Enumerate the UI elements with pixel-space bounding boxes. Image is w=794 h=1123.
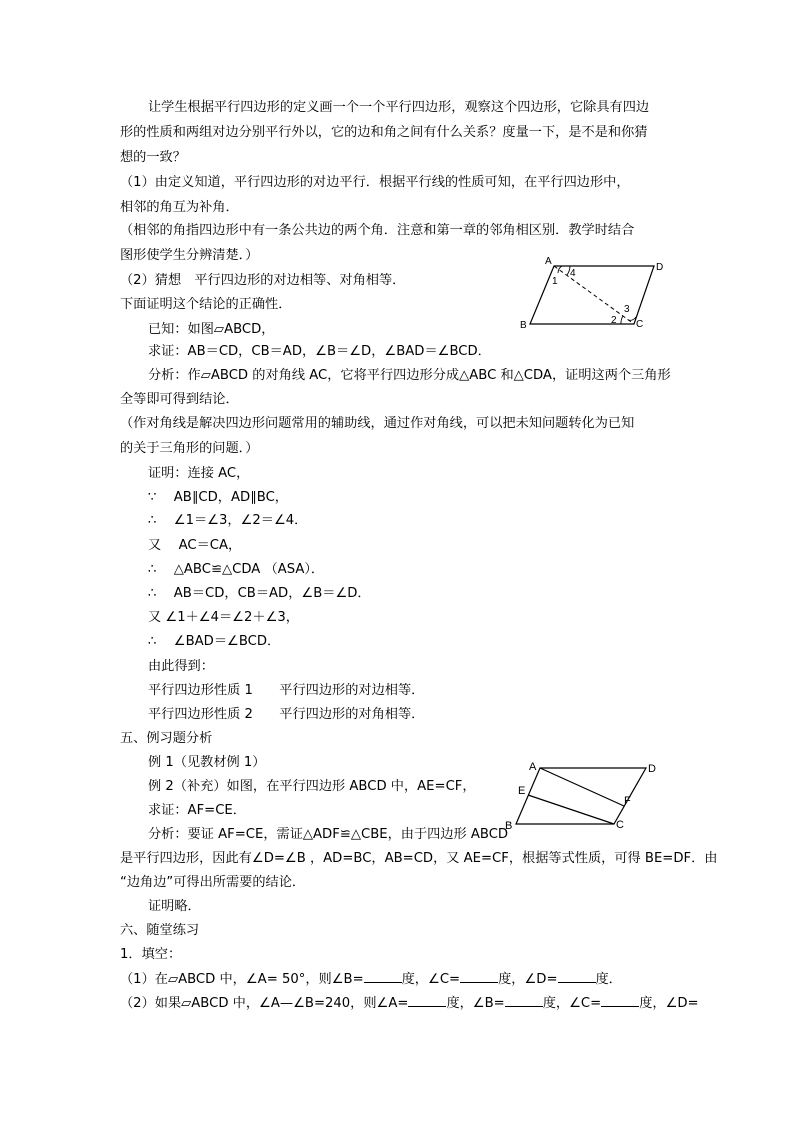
vertex-label-b: B xyxy=(505,820,513,832)
parallelogram-figure-1 xyxy=(510,254,670,334)
point-label-e: E xyxy=(518,785,526,797)
text-line: （作对角线是解决四边形问题常用的辅助线，通过作对角线，可以把未知问题转化为已知 xyxy=(120,416,635,431)
answer-blank[interactable] xyxy=(364,970,402,983)
proof-step: ∴ ∠BAD＝∠BCD． xyxy=(148,634,281,649)
vertex-label-d: D xyxy=(656,262,664,273)
text-line: （1）由定义知道，平行四边形的对边平行．根据平行线的性质可知，在平行四边形中， xyxy=(120,175,630,190)
text-line: 分析：作▱ABCD 的对角线 AC，它将平行四边形分成△ABC 和△CDA，证明这两个三角形 xyxy=(148,368,671,383)
text-line: 例 2（补充）如图，在平行四边形 ABCD 中，AE=CF， xyxy=(148,779,476,794)
proof-step: ∴ AB＝CD，CB＝AD，∠B＝∠D． xyxy=(148,586,371,601)
text-line: 形的性质和两组对边分别平行外以，它的边和角之间有什么关系？度量一下，是不是和你猜 xyxy=(120,125,648,140)
text-line: 求证：AB＝CD，CB＝AD，∠B＝∠D，∠BAD＝∠BCD． xyxy=(148,344,491,359)
text-line: 相邻的角互为补角． xyxy=(120,200,239,215)
parallelogram-figure-2 xyxy=(500,756,660,836)
angle-label-4: 4 xyxy=(570,268,576,279)
property-line: 平行四边形性质 2 平行四边形的对角相等． xyxy=(148,707,425,722)
exercise-item-2: （2）如果▱ABCD 中，∠A—∠B=240，则∠A= 度，∠B= 度，∠C= 度，∠D= xyxy=(120,996,699,1011)
answer-blank[interactable] xyxy=(558,970,596,983)
exercise-item-1: （1）在▱ABCD 中，∠A= 50°，则∠B= 度，∠C= 度，∠D= 度． xyxy=(120,972,622,987)
text-line: 是平行四边形，因此有∠D=∠B ，AD=BC，AB=CD，又 AE=CF，根据等式性质，可得 BE=DF．由 xyxy=(120,851,718,866)
proof-step: ∴ △ABC≌△CDA （ASA）． xyxy=(148,562,325,577)
vertex-label-b: B xyxy=(520,320,527,331)
text-line: 想的一致？ xyxy=(120,150,186,165)
text-line: 让学生根据平行四边形的定义画一个一个平行四边形，观察这个四边形，它除具有四边 xyxy=(148,100,650,115)
answer-blank[interactable] xyxy=(460,970,498,983)
vertex-label-c: C xyxy=(616,819,624,831)
text-line: 的关于三角形的问题．） xyxy=(120,441,259,456)
text-line: 分析：要证 AF=CE，需证△ADF≌△CBE，由于四边形 ABCD xyxy=(148,827,509,842)
text-line: 证明：连接 AC， xyxy=(148,466,250,481)
proof-step: 又 ∠1＋∠4＝∠2＋∠3， xyxy=(148,610,299,625)
answer-blank[interactable] xyxy=(408,994,446,1007)
angle-label-1: 1 xyxy=(552,276,558,287)
angle-label-2: 2 xyxy=(611,315,617,326)
text-line: 已知：如图▱ABCD， xyxy=(148,322,275,337)
vertex-label-a: A xyxy=(545,256,552,267)
vertex-label-c: C xyxy=(636,319,644,330)
text-line: 图形使学生分辨清楚．） xyxy=(120,248,259,263)
text-line: 下面证明这个结论的正确性． xyxy=(120,297,292,312)
text-line: “边角边”可得出所需要的结论． xyxy=(120,875,306,890)
exercise-heading: 1．填空： xyxy=(120,947,182,962)
answer-blank[interactable] xyxy=(505,994,543,1007)
section-heading: 五、例习题分析 xyxy=(120,731,213,746)
section-heading: 六、随堂练习 xyxy=(120,923,200,938)
angle-label-3: 3 xyxy=(624,304,630,315)
text-line: 例 1（见教材例 1） xyxy=(148,755,266,770)
text-line: 求证：AF=CE． xyxy=(148,803,246,818)
proof-step: ∴ ∠1＝∠3，∠2＝∠4． xyxy=(148,513,308,528)
text-line: 全等即可得到结论． xyxy=(120,392,239,407)
vertex-label-d: D xyxy=(648,763,656,775)
proof-step: ∵ AB∥CD，AD∥BC， xyxy=(148,490,288,505)
property-line: 平行四边形性质 1 平行四边形的对边相等． xyxy=(148,683,425,698)
answer-blank[interactable] xyxy=(601,994,639,1007)
text-line: （2）猜想 平行四边形的对边相等、对角相等． xyxy=(120,273,406,288)
text-line: 证明略． xyxy=(148,899,201,914)
text-line: （相邻的角指四边形中有一条公共边的两个角．注意和第一章的邻角相区别．教学时结合 xyxy=(120,223,635,238)
vertex-label-a: A xyxy=(529,761,537,773)
point-label-f: F xyxy=(624,795,631,807)
text-line: 由此得到： xyxy=(148,659,214,674)
proof-step: 又 AC＝CA， xyxy=(148,538,242,553)
